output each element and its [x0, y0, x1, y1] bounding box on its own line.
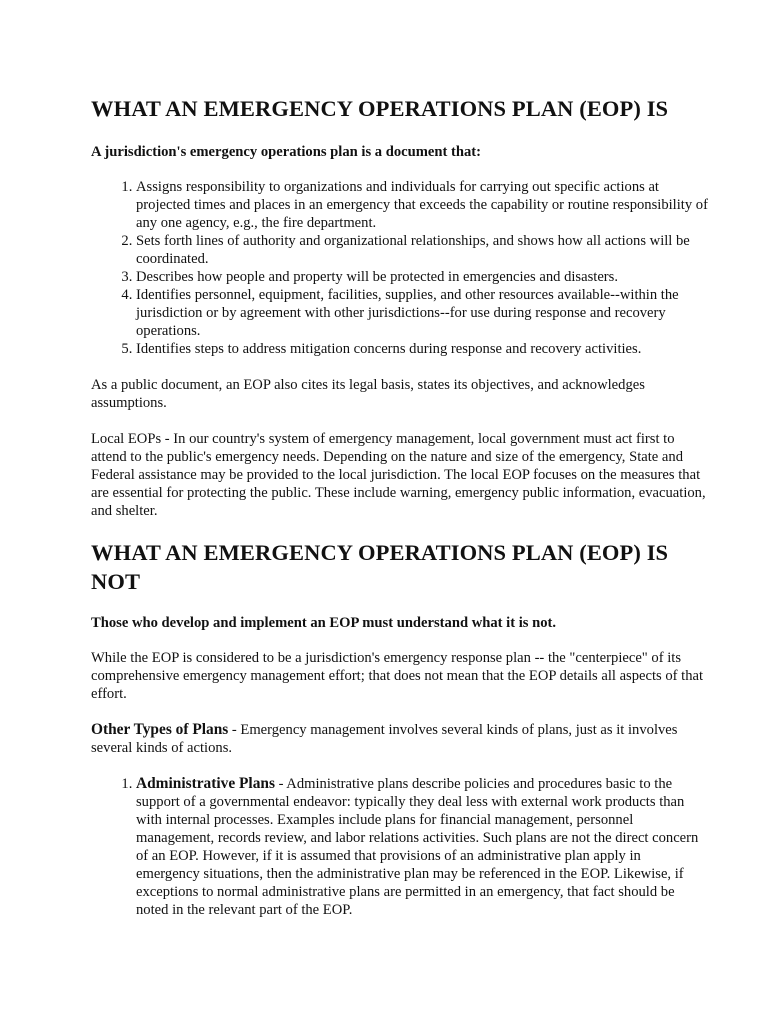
list-item: 1. Assigns responsibility to organizations and individuals for carrying out specific actions at projected times and places in an emergency that exceeds the capability or routine responsibility of any one agency, e.g., the fire department.: [136, 178, 708, 232]
list-item: 4. Identifies personnel, equipment, facilities, supplies, and other resources available--within the jurisdiction or by agreement with other jurisdictions--for use during response and recovery operations.: [136, 286, 708, 340]
list-item: 5. Identifies steps to address mitigation concerns during response and recovery activities.: [136, 340, 708, 358]
section-lead-eop-is-not: Those who develop and implement an EOP must understand what it is not.: [91, 615, 557, 631]
list-item: 3. Describes how people and property will be protected in emergencies and disasters.: [136, 268, 708, 286]
other-types-label: Other Types of Plans: [91, 721, 229, 738]
paragraph-other-types: [91, 721, 708, 757]
eop-definition-list: [91, 178, 708, 358]
list-item: [136, 775, 708, 919]
plan-text: - Administrative plans describe policies and procedures basic to the support of a governmental endeavor: typically they deal less with external work products than with internal processes. Examples include plans for financial management, personnel management, records review, and labor relations activities. Such plans are not the direct concern of an EOP. However, if it is assumed that provisions of an administrative plan apply in emergency situations, then the administrative plan may be referenced in the EOP. Likewise, if exceptions to normal administrative plans are permitted in an emergency, that fact should be noted in the relevant part of the EOP.: [136, 776, 699, 918]
plan-types-list: [91, 775, 708, 919]
section-heading-eop-is: WHAT AN EMERGENCY OPERATIONS PLAN (EOP) IS: [91, 96, 669, 121]
paragraph-local-eops: Local EOPs - In our country's system of emergency management, local government must act first to attend to the public's emergency needs. Depending on the nature and size of the emergency, State and Federal assistance may be provided to the local jurisdiction. The local EOP focuses on the measures that are essential for protecting the public. These include warning, emergency public information, evacuation, and shelter.: [91, 431, 706, 519]
other-types-text: - Emergency management involves several kinds of plans, just as it involves several kinds of actions.: [91, 722, 678, 756]
paragraph-centerpiece: While the EOP is considered to be a jurisdiction's emergency response plan -- the "centerpiece" of its comprehensive emergency management effort; that does not mean that the EOP details all aspects of that effort.: [91, 650, 704, 702]
section-heading-eop-is-not: WHAT AN EMERGENCY OPERATIONS PLAN (EOP) IS NOT: [91, 540, 669, 594]
paragraph-public-document: As a public document, an EOP also cites its legal basis, states its objectives, and acknowledges assumptions.: [91, 377, 645, 411]
list-item: 2. Sets forth lines of authority and organizational relationships, and shows how all actions will be coordinated.: [136, 232, 708, 268]
plan-label: Administrative Plans: [136, 775, 275, 792]
section-lead-eop-is: A jurisdiction's emergency operations plan is a document that:: [91, 144, 481, 160]
